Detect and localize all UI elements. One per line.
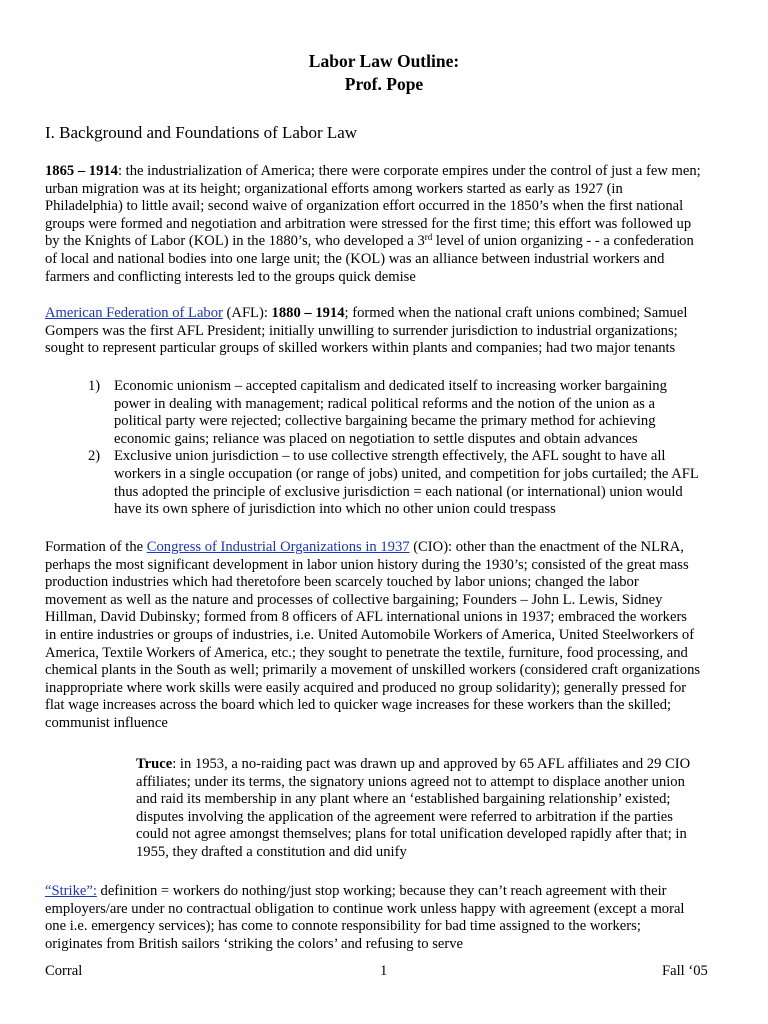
afl-link[interactable]: American Federation of Labor bbox=[45, 305, 223, 321]
section-heading: I. Background and Foundations of Labor Law bbox=[45, 123, 358, 142]
title-line-2: Prof. Pope bbox=[344, 74, 424, 94]
date-range-1865-1914: 1865 – 1914 bbox=[45, 163, 118, 179]
date-range-1880-1914: 1880 – 1914 bbox=[271, 305, 345, 321]
title-line-1: Labor Law Outline: bbox=[308, 51, 460, 71]
truce-label: Truce bbox=[136, 756, 173, 772]
afl-tenants-list bbox=[88, 378, 728, 519]
paragraph-cio: Formation of the Congress of Industrial Organizations in 1937 (CIO): other than the enactment of the NLRA, perhaps the most significant development in labor union history during the 1930’s; consisted of the great mass production industries which had theretofore been scarcely touched by labor unions; changed the labor movement as well as the nature and processes of collective bargaining; Founders – John L. Lewis, Sidney Hillman, David Dubinsky; formed from 8 officers of AFL international unions in 1937; embraced the workers in entire industries or groups of industries, i.e. United Automobile Workers of America, United Steelworkers of America, Textile Workers of America, etc.; they sought to penetrate the textile, furniture, food processing, and chemical plants in the South as well; primarily a movement of unskilled workers (considered craft organizations inappropriate where work skills were easily acquired and produced no group solidarity); generally pressed for flat wage increases across the board which led to quicker wage increases for these workers than the skilled; communist influence bbox=[45, 539, 701, 731]
footer-term: Fall ‘05 bbox=[662, 963, 708, 979]
footer-author: Corral bbox=[45, 963, 83, 979]
list-item: 1) Economic unionism – accepted capitalism and dedicated itself to increasing worker bargaining power in dealing with management; radical political reforms and the notion of the union as a political party were rejected; collective bargaining became the primary method for achieving economic gains; reliance was placed on negotiation to settle disputes and obtain advances bbox=[88, 378, 667, 447]
cio-link[interactable]: Congress of Industrial Organizations in 1937 bbox=[146, 539, 410, 555]
paragraph-afl: American Federation of Labor (AFL): 1880 – 1914; formed when the national craft unions combined; Samuel Gompers was the first AFL President; initially unwilling to surrender jurisdiction to industrial organizations; sought to represent particular groups of skilled workers within plants and companies; had two major tenants bbox=[45, 305, 688, 357]
paragraph-truce: Truce: in 1953, a no-raiding pact was drawn up and approved by 65 AFL affiliates and 29 CIO affiliates; under its terms, the signatory unions agreed not to attempt to displace another union and raid its membership in any plant where an ‘established bargaining relationship’ existed; disputes involving the application of the agreement were referred to arbitration if the parties could not agree amongst themselves; plans for total unification developed rapidly after that; in 1955, they drafted a constitution and did unify bbox=[136, 756, 691, 860]
strike-link[interactable]: “Strike”: bbox=[45, 883, 97, 899]
paragraph-strike: “Strike”: definition = workers do nothing/just stop working; because they can’t reach agreement with their employers/are under no contractual obligation to continue work unless happy with agreement (except a moral one i.e. emergency services); has come to connote responsibility for bad time assigned to the workers; originates from British sailors ‘striking the colors’ and refusing to serve bbox=[45, 883, 685, 952]
paragraph-industrialization: 1865 – 1914: the industrialization of America; there were corporate empires under the control of just a few men; urban migration was at its height; organizational efforts among workers started as early as 1927 (in Philadelphia) to little avail; second waive of organization effort occurred in the 1850’s when the first national groups were formed and negotiation and arbitration were stressed for the first time; this effort was followed up by the Knights of Labor (KOL) in the 1880’s, who developed a 3rd level of union organizing - - a confederation of local and national bodies into one large unit; the (KOL) was an alliance between industrial workers and farmers and conflicting interests led to the groups quick demise bbox=[45, 163, 701, 285]
document-title bbox=[0, 50, 768, 96]
page-number: 1 bbox=[380, 963, 388, 979]
list-item: 2) Exclusive union jurisdiction – to use collective strength effectively, the AFL sought to have all workers in a single occupation (or range of jobs) united, and competition for jobs curtailed; the AFL thus adopted the principle of exclusive jurisdiction = each national (or international) union would have its own sphere of jurisdiction into which no other union could trespass bbox=[88, 448, 699, 518]
